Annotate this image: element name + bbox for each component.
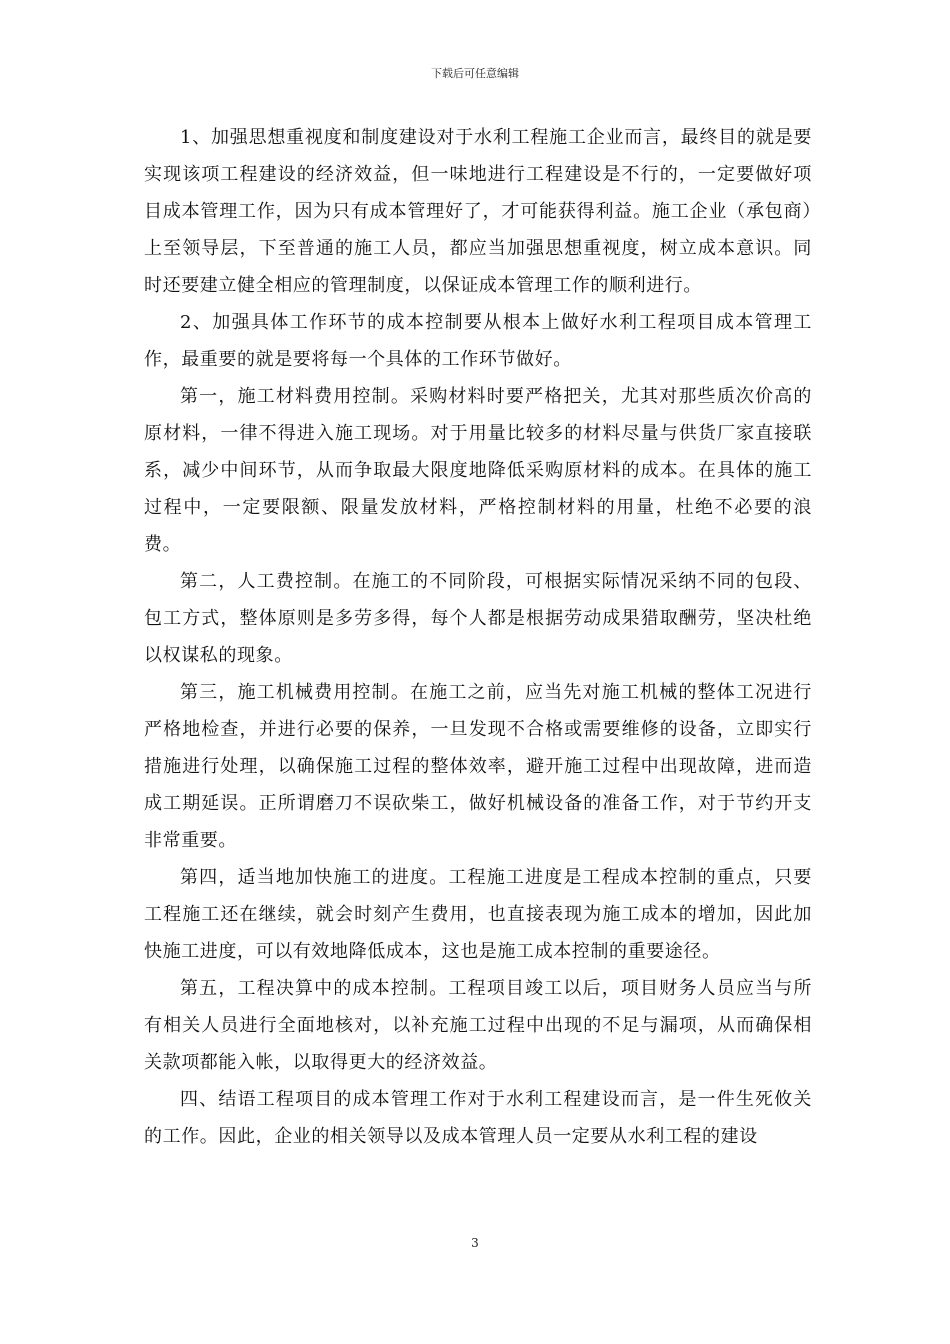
paragraph-3: 第一，施工材料费用控制。采购材料时要严格把关，尤其对那些质次价高的原材料，一律不得进入施工现场。对于用量比较多的材料尽量与供货厂家直接联系，减少中间环节，从而争取最大限度地降低采购原材料的成本。在具体的施工过程中，一定要限额、限量发放材料，严格控制材料的用量，杜绝不必要的浪费。: [144, 386, 812, 555]
paragraph-8: 四、结语工程项目的成本管理工作对于水利工程建设而言，是一件生死攸关的工作。因此，企业的相关领导以及成本管理人员一定要从水利工程的建设: [144, 1089, 812, 1147]
page-header: 下载后可任意编辑: [431, 67, 519, 80]
paragraph-6: 第四，适当地加快施工的进度。工程施工进度是工程成本控制的重点，只要工程施工还在继续，就会时刻产生费用，也直接表现为施工成本的增加，因此加快施工进度，可以有效地降低成本，这也是施工成本控制的重要途径。: [144, 867, 812, 962]
paragraph-5: 第三，施工机械费用控制。在施工之前，应当先对施工机械的整体工况进行严格地检查，并进行必要的保养，一旦发现不合格或需要维修的设备，立即实行措施进行处理，以确保施工过程的整体效率，避开施工过程中出现故障，进而造成工期延误。正所谓磨刀不误砍柴工，做好机械设备的准备工作，对于节约开支非常重要。: [144, 682, 812, 851]
document-body: [144, 119, 812, 1155]
paragraph-7: 第五，工程决算中的成本控制。工程项目竣工以后，项目财务人员应当与所有相关人员进行全面地核对，以补充施工过程中出现的不足与漏项，从而确保相关款项都能入帐，以取得更大的经济效益。: [144, 978, 812, 1073]
page-number: 3: [471, 1236, 479, 1250]
paragraph-2: 2、加强具体工作环节的成本控制要从根本上做好水利工程项目成本管理工作，最重要的就是要将每一个具体的工作环节做好。: [144, 312, 812, 370]
paragraph-1: 1、加强思想重视度和制度建设对于水利工程施工企业而言，最终目的就是要实现该项工程建设的经济效益，但一味地进行工程建设是不行的，一定要做好项目成本管理工作，因为只有成本管理好了，才可能获得利益。施工企业（承包商）上至领导层，下至普通的施工人员，都应当加强思想重视度，树立成本意识。同时还要建立健全相应的管理制度，以保证成本管理工作的顺利进行。: [144, 127, 812, 296]
paragraph-4: 第二，人工费控制。在施工的不同阶段，可根据实际情况采纳不同的包段、包工方式，整体原则是多劳多得，每个人都是根据劳动成果猎取酬劳，坚决杜绝以权谋私的现象。: [144, 571, 812, 666]
